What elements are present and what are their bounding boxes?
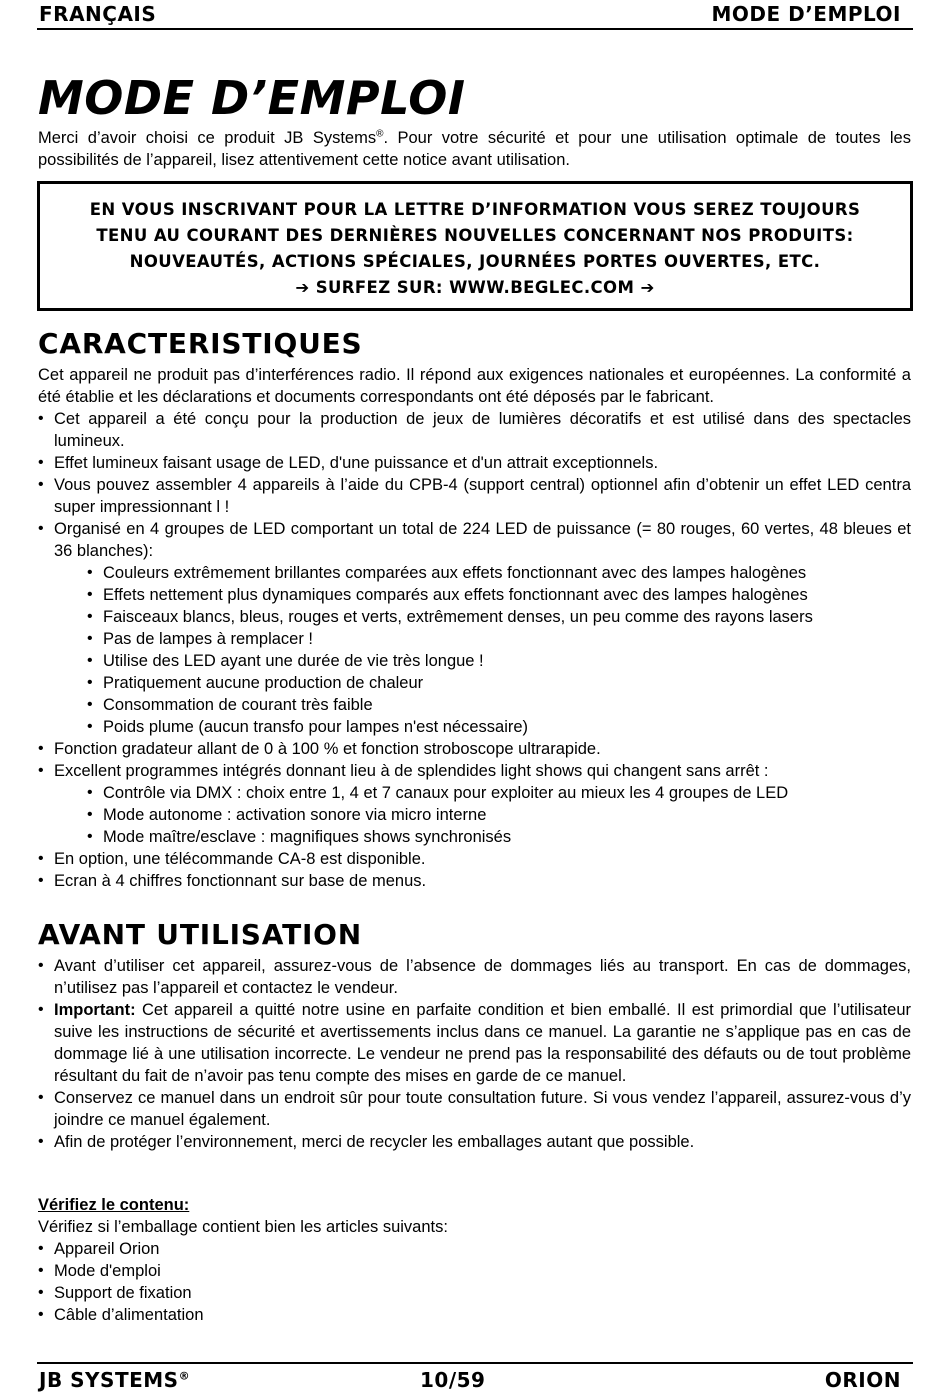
list-item-text: Excellent programmes intégrés donnant lieu à de splendides light shows qui changent sans arrêt : <box>54 762 769 780</box>
notice-line: EN VOUS INSCRIVANT POUR LA LETTRE D’INFORMATION VOUS SEREZ TOUJOURS <box>89 200 861 219</box>
list-item: • Mode maître/esclave : magnifiques shows synchronisés <box>87 826 911 848</box>
list-item: • Conservez ce manuel dans un endroit sûr pour toute consultation future. Si vous vendez l’appareil, assurez-vous d’y joindre ce manuel également. <box>38 1087 911 1131</box>
list-item: • Consommation de courant très faible <box>87 694 911 716</box>
before-use-list <box>38 955 911 1153</box>
page-title: MODE D’EMPLOI <box>38 71 466 125</box>
registered-mark: ® <box>376 128 384 140</box>
section-heading-caracteristiques: CARACTERISTIQUES <box>38 327 363 360</box>
footer-product: ORION <box>824 1368 901 1392</box>
list-item: • Mode d'emploi <box>38 1260 911 1282</box>
list-item: • En option, une télécommande CA-8 est disponible. <box>38 848 911 870</box>
intro-text: Merci d’avoir choisi ce produit JB Systems <box>38 129 377 147</box>
list-item: • Faisceaux blancs, bleus, rouges et verts, extrêmement denses, un peu comme des rayons lasers <box>87 606 911 628</box>
header-language: FRANÇAIS <box>39 2 157 26</box>
page-footer <box>37 1362 913 1398</box>
list-item: • Avant d’utiliser cet appareil, assurez-vous de l’absence de dommages liés au transport. En cas de dommages, n’utilisez pas l’appareil et contactez le vendeur. <box>38 955 911 999</box>
footer-brand-text: JB SYSTEMS <box>39 1368 179 1392</box>
list-item: • Fonction gradateur allant de 0 à 100 % et fonction stroboscope ultrarapide. <box>38 738 911 760</box>
led-benefits-list <box>54 562 911 738</box>
list-item-important <box>38 999 911 1087</box>
list-item-programs <box>38 760 911 848</box>
program-modes-list <box>54 782 911 848</box>
list-item: • Couleurs extrêmement brillantes comparées aux effets fonctionnant avec des lampes halogènes <box>87 562 911 584</box>
newsletter-notice-box <box>37 181 913 311</box>
list-item: • Appareil Orion <box>38 1238 911 1260</box>
list-item: • Pas de lampes à remplacer ! <box>87 628 911 650</box>
intro-text-rest: . Pour votre sécurité et pour une utilisation optimale de toutes les possibilités de l’appareil, lisez attentivement cette notice avant utilisation. <box>38 129 911 169</box>
verif-heading: Vérifiez le contenu: <box>38 1196 190 1214</box>
verif-contenu-section <box>38 1194 911 1326</box>
list-item: • Support de fixation <box>38 1282 911 1304</box>
header-section: MODE D’EMPLOI <box>711 2 901 26</box>
verif-paragraph: Vérifiez si l’emballage contient bien les articles suivants: <box>38 1218 448 1236</box>
features-list <box>38 408 911 892</box>
list-item: • Contrôle via DMX : choix entre 1, 4 et 7 canaux pour exploiter au mieux les 4 groupes de LED <box>87 782 911 804</box>
caracteristiques-content <box>38 364 911 892</box>
list-item: • Câble d’alimentation <box>38 1304 911 1326</box>
notice-website-line: ➔ SURFEZ SUR: WWW.BEGLEC.COM ➔ <box>295 278 655 297</box>
notice-line: NOUVEAUTÉS, ACTIONS SPÉCIALES, JOURNÉES PORTES OUVERTES, ETC. <box>129 252 821 271</box>
package-contents-list <box>38 1238 911 1326</box>
list-item: • Effets nettement plus dynamiques comparés aux effets fonctionnant avec des lampes halogènes <box>87 584 911 606</box>
list-item: • Cet appareil a été conçu pour la production de jeux de lumières décoratifs et est utilisé dans des spectacles lumineux. <box>38 408 911 452</box>
section-heading-avant-utilisation: AVANT UTILISATION <box>38 918 363 951</box>
notice-line: TENU AU COURANT DES DERNIÈRES NOUVELLES CONCERNANT NOS PRODUITS: <box>96 226 854 245</box>
important-text: Cet appareil a quitté notre usine en parfaite condition et bien emballé. Il est primordial que l’utilisateur suive les instructions de sécurité et avertissements inclus dans ce manuel. La garantie ne s’applique pas en cas de dommage lié à une utilisation incorrecte. Le vendeur ne prend pas la responsabilité des défauts ou de tout problème résultant du fait de n’avoir pas tenu compte des mises en garde de ce manuel. <box>54 1001 911 1085</box>
list-item: • Pratiquement aucune production de chaleur <box>87 672 911 694</box>
footer-brand <box>39 1368 190 1392</box>
list-item: • Poids plume (aucun transfo pour lampes n'est nécessaire) <box>87 716 911 738</box>
list-item: • Ecran à 4 chiffres fonctionnant sur base de menus. <box>38 870 911 892</box>
caracteristiques-paragraph: Cet appareil ne produit pas d’interférences radio. Il répond aux exigences nationales et européennes. La conformité a été établie et les déclarations et documents correspondants ont été déposés par le fabricant. <box>38 366 911 406</box>
intro-paragraph <box>38 127 911 171</box>
running-header <box>37 2 913 30</box>
page-number: 10/59 <box>420 1368 486 1392</box>
list-item: • Utilise des LED ayant une durée de vie très longue ! <box>87 650 911 672</box>
list-item: • Vous pouvez assembler 4 appareils à l’aide du CPB-4 (support central) optionnel afin d’obtenir un effet LED centra super impressionnant l ! <box>38 474 911 518</box>
list-item: • Mode autonome : activation sonore via micro interne <box>87 804 911 826</box>
list-item: • Effet lumineux faisant usage de LED, d'une puissance et d'un attrait exceptionnels. <box>38 452 911 474</box>
footer-registered-mark: ® <box>178 1369 191 1383</box>
list-item: • Afin de protéger l’environnement, merci de recycler les emballages autant que possible. <box>38 1131 911 1153</box>
avant-utilisation-content <box>38 955 911 1153</box>
list-item-led-groups <box>38 518 911 738</box>
list-item-text: Organisé en 4 groupes de LED comportant un total de 224 LED de puissance (= 80 rouges, 60 vertes, 48 bleues et 36 blanches): <box>54 520 911 560</box>
important-label: Important: <box>54 1001 136 1019</box>
